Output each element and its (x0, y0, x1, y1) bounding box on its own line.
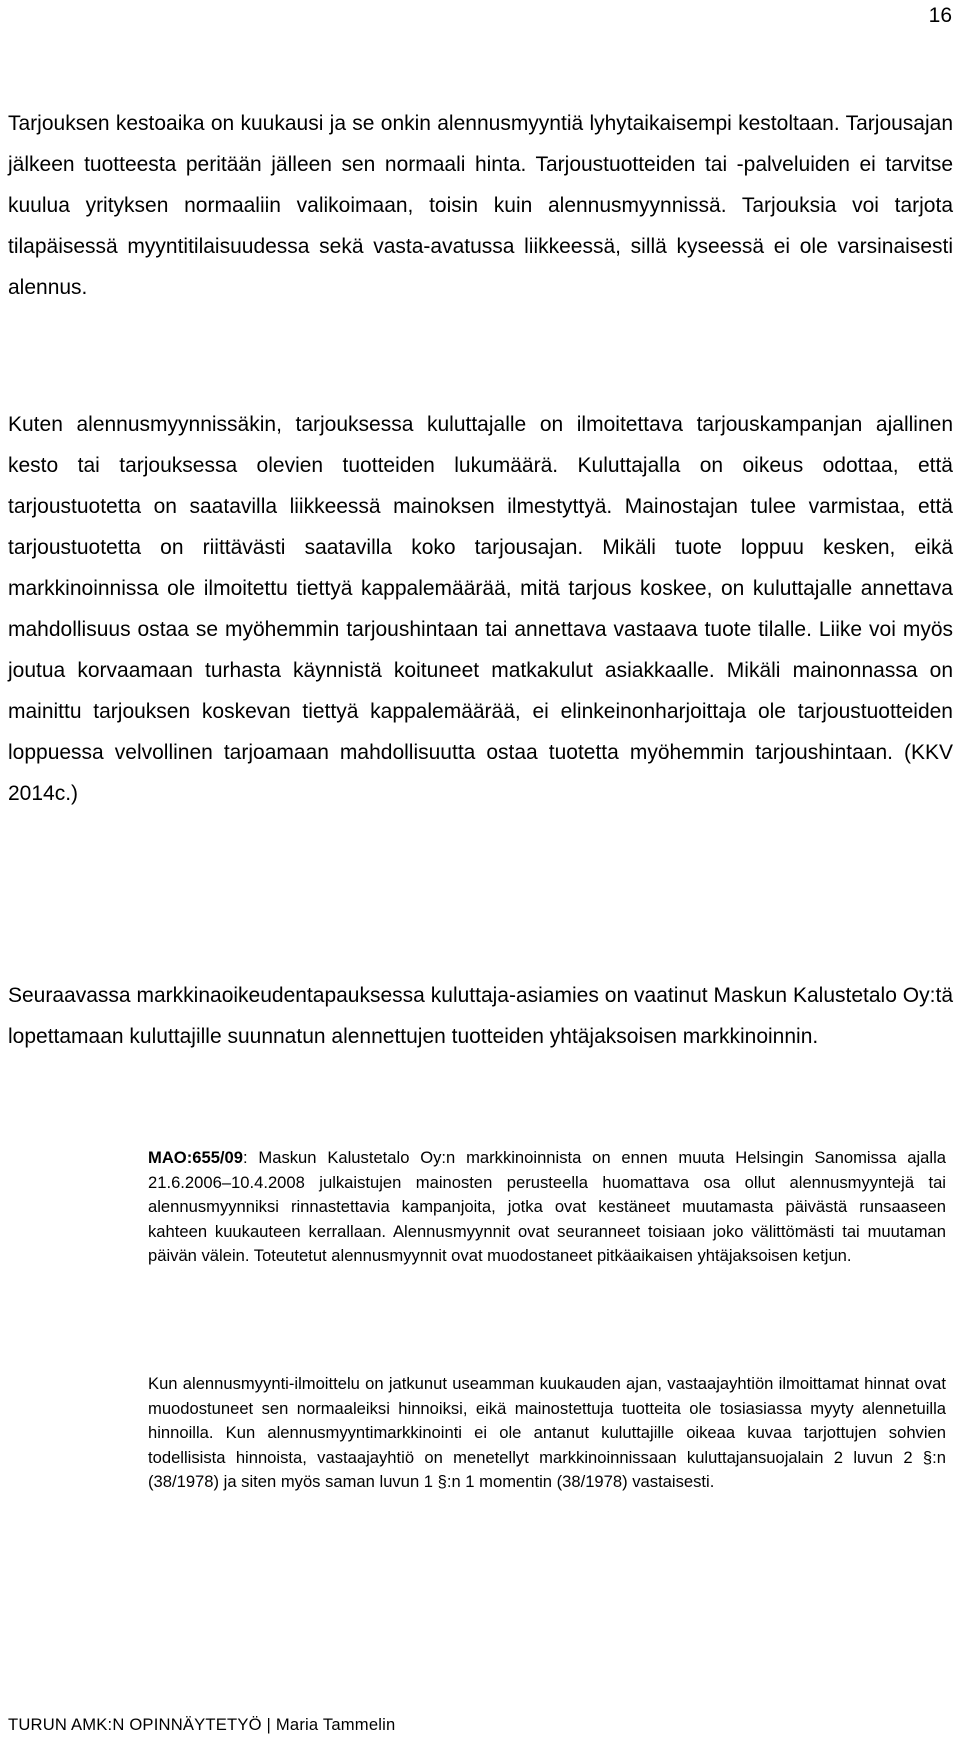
case-id: MAO:655/09 (148, 1148, 243, 1167)
body-paragraph-case-introduction: Seuraavassa markkinaoikeudentapauksessa kuluttaja-asiamies on vaatinut Maskun Kalustetalo Oy:tä lopettamaan kuluttajille suunnatun alennettujen tuotteiden yhtäjaksoisen markkinoinnin. (8, 984, 953, 1048)
body-paragraph-offer-duration: Tarjouksen kestoaika on kuukausi ja se onkin alennusmyyntiä lyhytaikaisempi kestoltaan. Tarjousajan jälkeen tuotteesta peritään jälleen sen normaali hinta. Tarjoustuotteiden tai -palveluiden ei tarvitse kuulua yrityksen normaaliin valikoimaan, toisin kuin alennusmyynnissä. Tarjouksia voi tarjota tilapäisessä myyntitilaisuudessa sekä vasta-avatussa liikkeessä, sillä kyseessä ei ole varsinaisesti alennus. (8, 112, 953, 299)
case-ruling: Kun alennusmyynti-ilmoittelu on jatkunut useamman kuukauden ajan, vastaajayhtiön ilmoittamat hinnat ovat muodostuneet sen normaaleiksi hinnoiksi, eikä mainostettuja tuotteita ole tosiasiassa myyty alennetuilla hinnoilla. Kun alennusmyyntimarkkinointi ei ole antanut kuluttajille oikeaa kuvaa tarjottujen sohvien todellisista hinnoista, vastaajayhtiö on menetellyt markkinoinnissaan kuluttajansuojalain 2 luvun 2 §:n (38/1978) ja siten myös saman luvun 1 §:n 1 momentin (38/1978) vastaisesti. (148, 1374, 946, 1491)
case-summary (148, 1146, 946, 1269)
case-summary-text: : Maskun Kalustetalo Oy:n markkinoinnista on ennen muuta Helsingin Sanomissa ajalla 21.6.2006–10.4.2008 julkaistujen mainosten perusteella huomattava osa ollut alennusmyyntejä tai alennusmyynniksi rinnastettavia kampanjoita, jotka ovat kestäneet muutamasta päivästä runsaaseen kahteen kuukauteen kerrallaan. Alennusmyynnit ovat seuranneet toisiaan joko välittömästi tai muutaman päivän välein. Toteutetut alennusmyynnit ovat muodostaneet pitkäaikaisen yhtäjaksoisen ketjun. (148, 1148, 946, 1265)
page-number: 16 (928, 4, 952, 27)
page-footer: TURUN AMK:N OPINNÄYTETYÖ | Maria Tammelin (8, 1715, 396, 1734)
body-paragraph-consumer-information: Kuten alennusmyynnissäkin, tarjouksessa kuluttajalle on ilmoitettava tarjouskampanjan ajallinen kesto tai tarjouksessa olevien tuotteiden lukumäärä. Kuluttajalla on oikeus odottaa, että tarjoustuotetta on saatavilla liikkeessä mainoksen ilmestyttyä. Mainostajan tulee varmistaa, että tarjoustuotetta on riittävästi saatavilla koko tarjousajan. Mikäli tuote loppuu kesken, eikä markkinoinnissa ole ilmoitettu tiettyä kappalemäärää, mitä tarjous koskee, on kuluttajalle annettava mahdollisuus ostaa se myöhemmin tarjoushintaan tai annettava vastaava tuote tilalle. Liike voi myös joutua korvaamaan turhasta käynnistä koituneet matkakulut asiakkaalle. Mikäli mainonnassa on mainittu tarjouksen koskevan tiettyä kappalemäärää, ei elinkeinonharjoittaja ole tarjoustuotteiden loppuessa velvollinen tarjoamaan mahdollisuutta ostaa tuotetta myöhemmin tarjoushintaan. (KKV 2014c.) (8, 413, 953, 805)
